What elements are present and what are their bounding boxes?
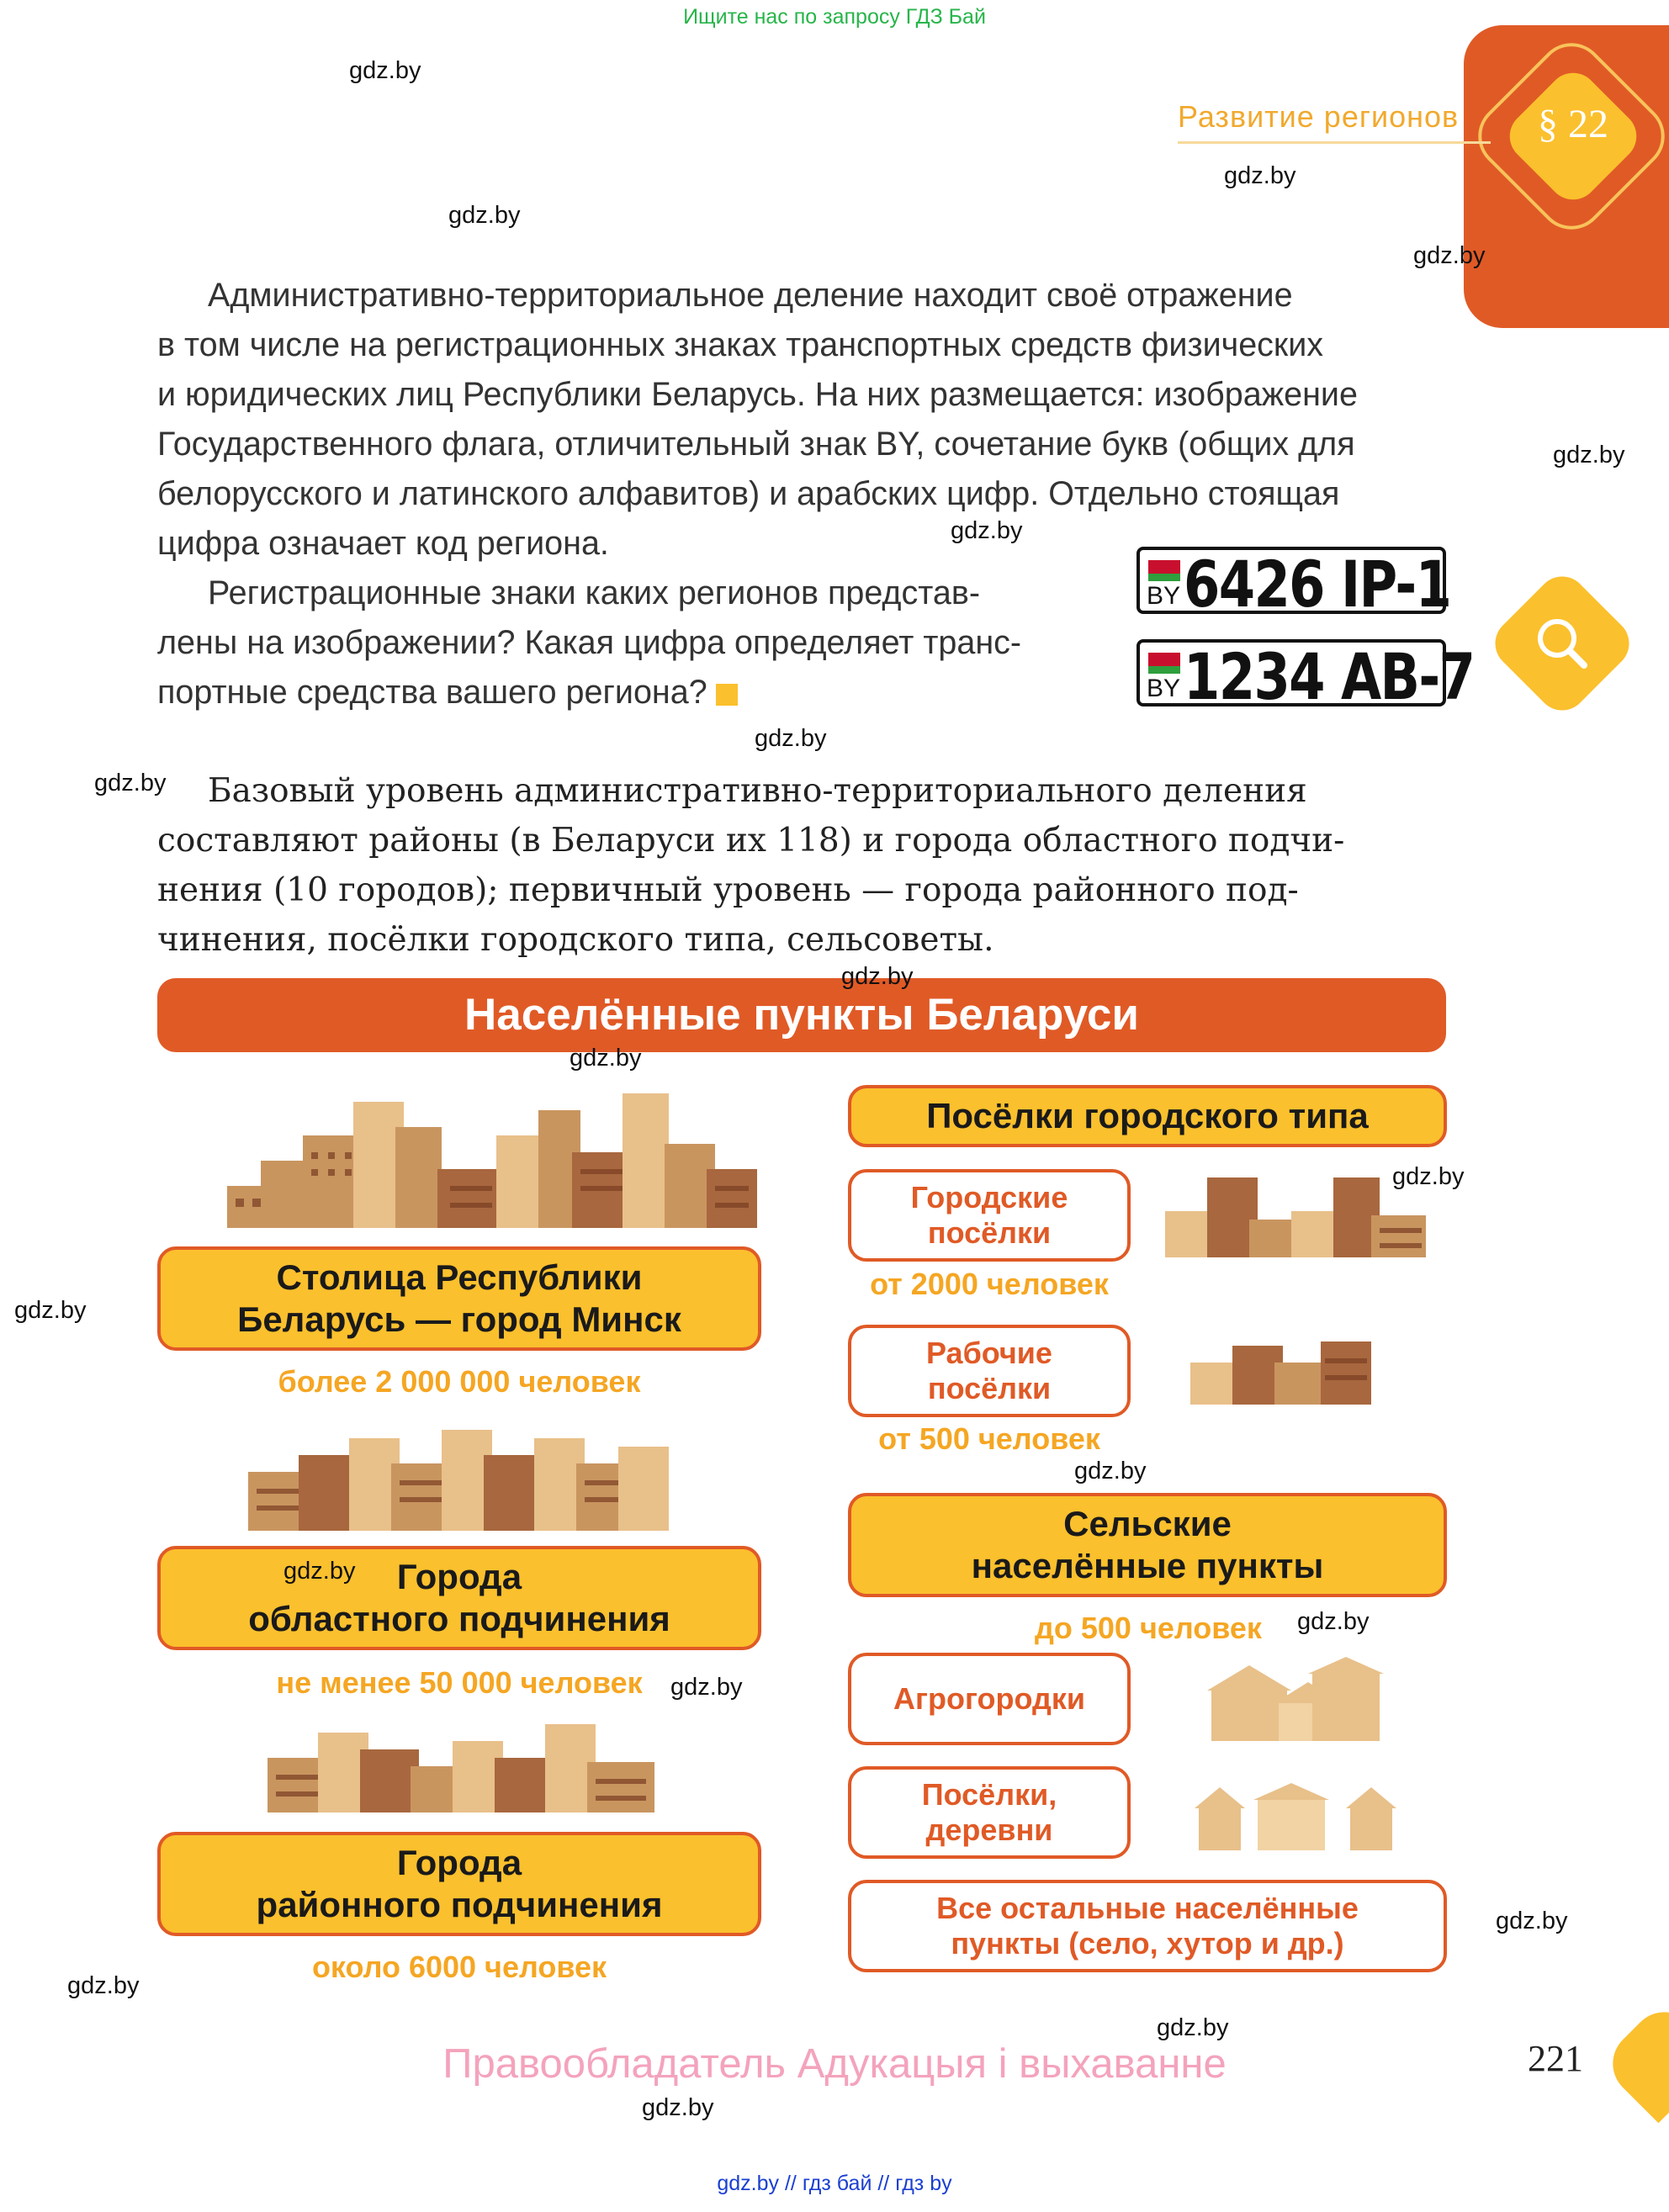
capital-box: [157, 1246, 761, 1351]
watermark[interactable]: gdz.by: [951, 517, 1023, 544]
plate-number: 6426 IP-1: [1184, 547, 1451, 622]
agrotowns-label: Агрогородки: [893, 1681, 1085, 1716]
flag-icon: [1148, 653, 1180, 674]
house-icon: [1195, 1783, 1401, 1850]
text-line: белорусского и латинского алфавитов) и арабских цифр. Отдельно стоящая: [157, 475, 1340, 512]
text-line: лены на изображении? Какая цифра определяет транс-: [157, 624, 1022, 661]
watermark[interactable]: gdz.by: [841, 963, 914, 990]
paragraph-license-plates: [157, 271, 1444, 569]
capital-label: Беларусь — город Минск: [237, 1299, 681, 1339]
header-divider: [1178, 141, 1491, 144]
capital-population: более 2 000 000 человек: [278, 1364, 641, 1399]
watermark[interactable]: gdz.by: [94, 770, 167, 796]
other-settlements-label: Все остальные населённые: [936, 1891, 1359, 1925]
work-settlements-box: [848, 1325, 1131, 1417]
district-cities-label: районного подчинения: [256, 1885, 663, 1924]
infographic-title: Населённые пункты Беларуси: [157, 978, 1446, 1052]
text-line: и юридических лиц Республики Беларусь. На них размещается: изображение: [157, 376, 1358, 413]
license-plate: [1137, 547, 1451, 622]
watermark[interactable]: gdz.by: [755, 725, 827, 752]
city-skyline-icon: [1165, 1169, 1426, 1257]
top-banner[interactable]: Ищите нас по запросу ГДЗ Бай: [683, 5, 986, 29]
urban-villages-label: посёлки: [927, 1215, 1052, 1250]
plate-country: BY: [1147, 675, 1181, 702]
villages-label: Посёлки,: [921, 1777, 1057, 1812]
text-line: Государственного флага, отличительный знак BY, сочетание букв (общих для: [157, 426, 1355, 463]
district-cities-population: около 6000 человек: [311, 1950, 607, 1984]
city-skyline-icon: [1190, 1337, 1401, 1405]
footer-links[interactable]: gdz.by // гдз бай // гдз by: [717, 2172, 952, 2195]
watermark[interactable]: gdz.by: [570, 1045, 642, 1072]
copyright-owner: Правообладатель Адукацыя і выхаванне: [442, 2041, 1227, 2087]
villages-box: [848, 1766, 1131, 1859]
urban-settlements-label: Посёлки городского типа: [926, 1096, 1369, 1135]
other-settlements-label: пункты (село, хутор и др.): [951, 1926, 1344, 1961]
text-line: составляют районы (в Беларуси их 118) и города областного подчи-: [157, 822, 1345, 860]
definition-paragraph: [157, 766, 1444, 965]
rural-settlements-population: до 500 человек: [1035, 1611, 1262, 1645]
watermark[interactable]: gdz.by: [349, 57, 421, 84]
flag-icon: [1148, 560, 1180, 581]
watermark[interactable]: gdz.by: [1553, 442, 1625, 468]
watermark[interactable]: gdz.by: [642, 2094, 714, 2121]
watermark[interactable]: gdz.by: [670, 1674, 743, 1701]
page-number: 221: [1528, 2038, 1583, 2079]
text-line: чинения, посёлки городского типа, сельсоветы.: [157, 921, 994, 959]
text-line: Регистрационные знаки каких регионов представ-: [208, 574, 980, 611]
rural-settlements-label: Сельские: [1063, 1504, 1232, 1543]
watermark[interactable]: gdz.by: [1224, 162, 1296, 189]
district-cities-box: [157, 1832, 761, 1936]
license-plate: [1137, 639, 1475, 714]
watermark[interactable]: gdz.by: [283, 1558, 356, 1585]
text-line: в том числе на регистрационных знаках транспортных средств физических: [157, 326, 1324, 363]
rural-settlements-header: [848, 1493, 1447, 1597]
capital-label: Столица Республики: [276, 1257, 643, 1297]
work-settlements-label: Рабочие: [926, 1336, 1052, 1370]
urban-villages-population: от 2000 человек: [870, 1267, 1109, 1301]
district-cities-label: Города: [396, 1843, 522, 1882]
regional-cities-population: не менее 50 000 человек: [276, 1665, 643, 1700]
watermark[interactable]: gdz.by: [1413, 242, 1486, 269]
rural-settlements-label: населённые пункты: [971, 1546, 1324, 1585]
urban-villages-label: Городские: [910, 1180, 1068, 1214]
watermark[interactable]: gdz.by: [14, 1297, 87, 1324]
text-line: Базовый уровень административно-территориального деления: [208, 772, 1307, 810]
city-skyline-icon: [248, 1421, 669, 1531]
regional-cities-box: [157, 1546, 761, 1650]
search-icon[interactable]: [1527, 608, 1599, 680]
text-line: цифра означает код региона.: [157, 525, 609, 562]
watermark[interactable]: gdz.by: [1392, 1163, 1465, 1190]
work-settlements-label: посёлки: [927, 1371, 1052, 1405]
house-icon: [1207, 1657, 1384, 1741]
regional-cities-label: областного подчинения: [248, 1599, 670, 1638]
urban-villages-box: [848, 1169, 1131, 1262]
watermark[interactable]: gdz.by: [448, 202, 521, 229]
watermark[interactable]: gdz.by: [1157, 2014, 1229, 2041]
watermark[interactable]: gdz.by: [1074, 1458, 1147, 1484]
city-skyline-icon: [227, 1085, 757, 1228]
task-marker-icon: [716, 684, 738, 706]
other-settlements-box: [848, 1880, 1447, 1972]
urban-settlements-header: [848, 1085, 1447, 1147]
villages-label: деревни: [925, 1812, 1053, 1847]
work-settlements-population: от 500 человек: [878, 1421, 1100, 1456]
watermark[interactable]: gdz.by: [1297, 1608, 1370, 1635]
plate-number: 1234 AB-7: [1184, 639, 1475, 714]
watermark[interactable]: gdz.by: [67, 1972, 140, 1999]
city-skyline-icon: [268, 1716, 654, 1812]
section-number: § 22: [1538, 102, 1608, 146]
text-line: нения (10 городов); первичный уровень — города районного под-: [157, 871, 1299, 909]
agrotowns-box: [848, 1653, 1131, 1745]
watermark[interactable]: gdz.by: [1496, 1908, 1568, 1934]
regional-cities-label: Города: [396, 1557, 522, 1596]
chapter-title: Развитие регионов: [1178, 99, 1460, 134]
plate-country: BY: [1147, 582, 1181, 610]
text-line: портные средства вашего региона?: [157, 674, 707, 711]
question-paragraph: [157, 569, 1089, 717]
text-line: Административно-территориальное деление находит своё отражение: [208, 277, 1293, 314]
